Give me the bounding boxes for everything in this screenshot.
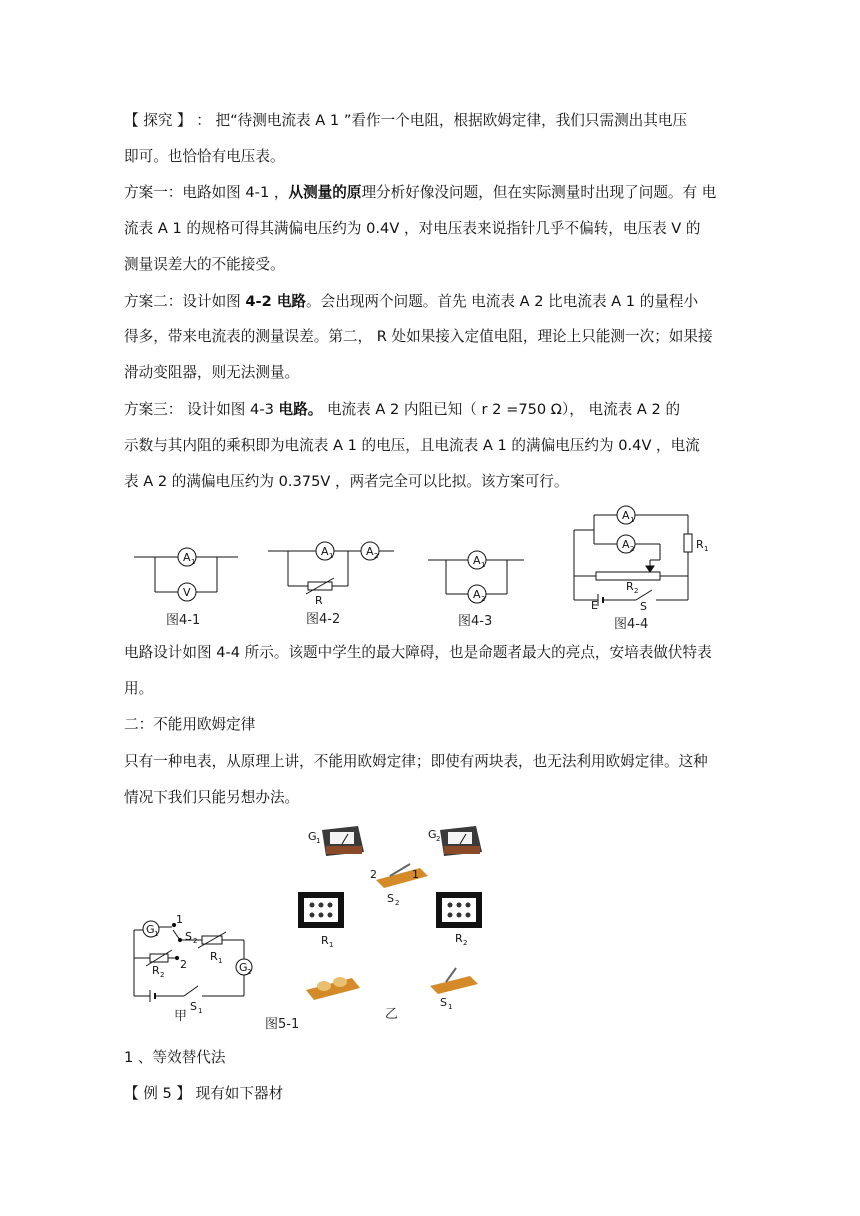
fig5-g2-label: G [239, 961, 248, 974]
fig5-yi-s1-sub: 1 [448, 1003, 453, 1011]
fig5-yi-g2-sub: 2 [436, 835, 441, 843]
fig4-4-r1-sub: 1 [704, 545, 709, 553]
fig4-3-a2-sub: 2 [481, 595, 486, 603]
p6-line1: 只有一种电表，从原理上讲，不能用欧姆定律；即使有两块表，也无法利用欧姆定律。这种 [124, 753, 708, 770]
p4-text-c: 电流表 A 2 内阻已知（ r 2 =750 Ω）， 电流表 A 2 的 [322, 401, 681, 418]
fig5-yi-r1-sub: 1 [329, 941, 334, 949]
p4-line3: 表 A 2 的满偏电压约为 0.375V ，两者完全可以比拟。该方案可行。 [124, 473, 569, 490]
p4-text-a: 方案三： 设计如图 4-3 [124, 401, 279, 418]
battery-picture [306, 977, 360, 1000]
fig4-2-r-label: R [315, 594, 323, 607]
p1-line1: 【 探究 】 ： 把“待测电流表 A 1 ”看作一个电阻，根据欧姆定律，我们只需测出其电压 [124, 112, 688, 129]
fig4-2-a2-label: A [366, 545, 374, 558]
fig4-3-a1-label: A [473, 554, 481, 567]
section-heading-2: 二：不能用欧姆定律 [124, 716, 256, 733]
fig5-yi-label: 乙 [385, 1007, 399, 1022]
fig5-caption: 图5-1 [265, 1017, 300, 1032]
p2-text-a: 方案一：电路如图 4-1 ， [124, 184, 289, 201]
p3-text-c: 。会出现两个问题。首先 电流表 A 2 比电流表 A 1 的量程小 [306, 293, 699, 310]
fig4-3-a1-sub: 1 [481, 561, 486, 569]
fig5-yi-two: 2 [370, 868, 377, 881]
fig5-jia-r2: R [152, 964, 160, 977]
fig5-yi-s1: S [440, 996, 447, 1009]
fig4-2-a2-sub: 2 [374, 552, 379, 560]
p2-line3: 测量误差大的不能接受。 [124, 256, 285, 273]
fig5-yi-r1: R [321, 934, 329, 947]
galvanometer-g1-picture [322, 826, 364, 856]
fig4-4-a2-sub: 2 [630, 545, 635, 553]
fig4-2-caption: 图4-2 [306, 612, 341, 627]
fig4-4-r2-label: R [626, 580, 634, 593]
fig5-jia-two: 2 [180, 958, 187, 971]
fig5-jia-r1-sub: 1 [218, 957, 223, 965]
fig5-jia-r1: R [210, 950, 218, 963]
fig4-4-a2-label: A [622, 538, 630, 551]
fig5-jia-r2-sub: 2 [160, 971, 165, 979]
p2-text-bold: 从测量的原 [288, 184, 362, 201]
galvanometer-g2-picture [440, 826, 482, 856]
fig5-yi-s2: S [387, 892, 394, 905]
fig5-g1-sub: 1 [154, 930, 159, 938]
p2-line1 [124, 183, 716, 203]
example-5-heading: 【 例 5 】 现有如下器材 [124, 1085, 284, 1102]
fig5-jia-s2: S [185, 930, 192, 943]
fig4-1-ammeter-sub: 1 [191, 558, 196, 566]
fig5-g2-sub: 2 [247, 968, 252, 976]
fig4-3-caption: 图4-3 [458, 614, 493, 629]
p2-text-c: 理分析好像没问题，但在实际测量时出现了问题。有 电 [361, 184, 717, 201]
p2-line2: 流表 A 1 的规格可得其满偏电压约为 0.4V ，对电压表来说指针几乎不偏转，电压表 V 的 [124, 220, 701, 237]
section-heading-3: 1 、等效替代法 [124, 1049, 226, 1066]
p3-text-a: 方案二：设计如图 [124, 293, 246, 310]
fig5-jia-one: 1 [176, 913, 183, 926]
fig4-4-r1-label: R [696, 538, 704, 551]
p4-line2: 示数与其内阻的乘积即为电流表 A 1 的电压，且电流表 A 1 的满偏电压约为 0.4V ，电流 [124, 437, 700, 454]
figure-4-circuits [120, 500, 720, 640]
p3-line1 [124, 292, 698, 312]
fig4-3-a2-label: A [473, 588, 481, 601]
fig5-yi-g2-label: G [428, 828, 437, 841]
fig4-4-r2-sub: 2 [634, 587, 639, 595]
figure-5-1 [120, 820, 500, 1035]
p3-text-bold: 4-2 电路 [245, 293, 307, 310]
fig4-4-s-label: S [640, 600, 647, 613]
fig4-2-a1-sub: 1 [329, 552, 334, 560]
p4-text-bold: 电路。 [278, 401, 323, 418]
fig4-1-caption: 图4-1 [166, 613, 201, 628]
fig4-4-caption: 图4-4 [614, 617, 649, 632]
fig5-g1-label: G [146, 923, 155, 936]
switch-s2-picture [376, 864, 428, 888]
fig4-4-a1-sub: 1 [630, 516, 635, 524]
fig5-yi-r2-sub: 2 [463, 939, 468, 947]
fig5-yi-one: 1 [412, 868, 419, 881]
fig5-yi-g1-sub: 1 [316, 837, 321, 845]
fig5-jia-s1: S [190, 1000, 197, 1013]
fig5-yi-g1-label: G [308, 830, 317, 843]
fig4-1-voltmeter-label: V [183, 586, 191, 599]
fig5-yi-s2-sub: 2 [395, 899, 400, 907]
fig4-1-ammeter-label: A [183, 551, 191, 564]
p3-line2: 得多，带来电流表的测量误差。第二， R 处如果接入定值电阻，理论上只能测一次；如果接 [124, 328, 713, 345]
fig4-4-a1-label: A [622, 509, 630, 522]
fig5-jia-s2-sub: 2 [193, 937, 198, 945]
fig4-2-a1-label: A [321, 545, 329, 558]
fig5-jia-s1-sub: 1 [198, 1007, 203, 1015]
fig5-jia-label: 甲 [174, 1009, 188, 1024]
p3-line3: 滑动变阻器，则无法测量。 [124, 364, 300, 381]
resistance-box-r1-picture [298, 892, 344, 928]
fig5-yi-r2: R [455, 932, 463, 945]
p1-line2: 即可。也恰恰有电压表。 [124, 148, 285, 165]
p5-line2: 用。 [124, 680, 154, 697]
resistance-box-r2-picture [436, 892, 482, 928]
fig4-4-e-label: E [591, 599, 598, 612]
p6-line2: 情况下我们只能另想办法。 [124, 789, 300, 806]
p5-line1: 电路设计如图 4-4 所示。该题中学生的最大障碍，也是命题者最大的亮点，安培表做伏特表 [124, 644, 712, 661]
p4-line1 [124, 400, 680, 420]
switch-s1-picture [430, 968, 478, 994]
